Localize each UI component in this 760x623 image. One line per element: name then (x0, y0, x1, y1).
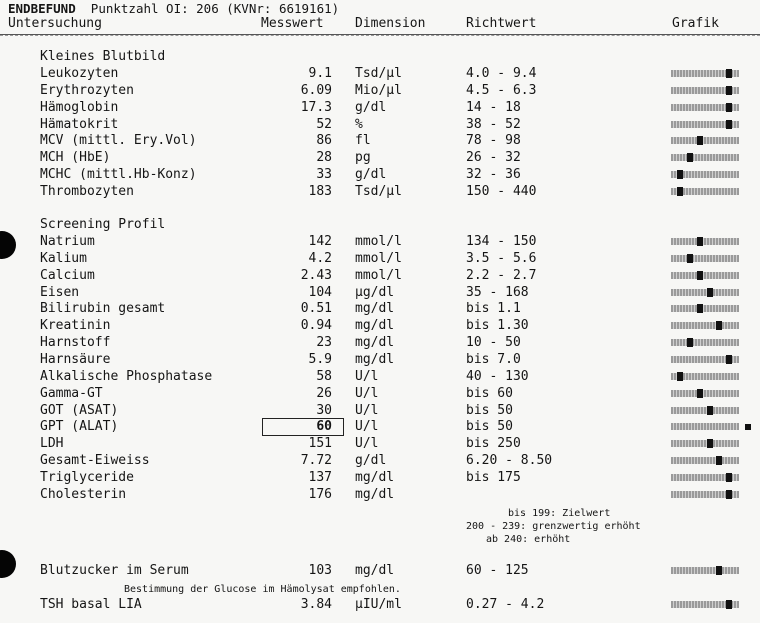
range-marker (697, 136, 703, 145)
test-reference: 6.20 - 8.50 (466, 453, 553, 468)
test-reference: 40 - 130 (466, 369, 529, 384)
test-reference: bis 50 (466, 419, 513, 434)
result-row (0, 470, 760, 486)
chol-note-borderline: 200 - 239: grenzwertig erhöht (466, 521, 641, 532)
test-name: Calcium (40, 268, 95, 283)
test-unit: mg/dl (355, 301, 395, 316)
test-reference: 10 - 50 (466, 335, 521, 350)
range-bar (671, 137, 739, 144)
result-row (0, 133, 760, 149)
chol-note-high: ab 240: erhöht (486, 534, 571, 545)
result-row (0, 369, 760, 385)
test-value: 104 (308, 285, 332, 300)
test-name: Kreatinin (40, 318, 111, 333)
test-value: 2.43 (300, 268, 332, 283)
test-value: 6.09 (300, 83, 332, 98)
test-name: Harnsäure (40, 352, 111, 367)
range-bar (671, 373, 739, 380)
col-header-graph: Grafik (672, 16, 719, 31)
result-row (0, 167, 760, 183)
range-marker (697, 304, 703, 313)
range-bar (671, 305, 739, 312)
range-bar (671, 87, 739, 94)
test-name: Gesamt-Eiweiss (40, 453, 150, 468)
result-row (0, 83, 760, 99)
report-header (8, 1, 339, 16)
glucose-note: Bestimmung der Glucose im Hämolysat empfohlen. (124, 584, 401, 595)
result-row (0, 150, 760, 166)
result-row (0, 335, 760, 351)
range-bar (671, 238, 739, 245)
test-reference: 4.5 - 6.3 (466, 83, 537, 98)
test-name: MCHC (mittl.Hb-Konz) (40, 167, 197, 182)
chol-note-target: bis 199: Zielwert (508, 508, 611, 519)
range-marker (707, 406, 713, 415)
range-bar (671, 104, 739, 111)
result-row (0, 251, 760, 267)
range-bar (671, 70, 739, 77)
out-of-range-marker (745, 424, 751, 430)
test-name: Cholesterin (40, 487, 127, 502)
range-marker (716, 321, 722, 330)
test-value: 58 (316, 369, 332, 384)
test-name: Gamma-GT (40, 386, 103, 401)
test-reference: 60 - 125 (466, 563, 529, 578)
test-unit: mg/dl (355, 487, 395, 502)
result-row (0, 563, 760, 579)
test-reference: 3.5 - 5.6 (466, 251, 537, 266)
range-bar (671, 457, 739, 464)
test-reference: bis 60 (466, 386, 513, 401)
test-unit: mmol/l (355, 268, 402, 283)
result-row (0, 487, 760, 503)
test-value: 183 (308, 184, 332, 199)
test-unit: mmol/l (355, 234, 402, 249)
range-bar (671, 440, 739, 447)
test-value: 60 (316, 419, 332, 434)
result-row (0, 66, 760, 82)
test-name: Alkalische Phosphatase (40, 369, 213, 384)
test-name: Leukozyten (40, 66, 119, 81)
test-unit: Tsd/µl (355, 66, 402, 81)
test-reference: bis 1.30 (466, 318, 529, 333)
test-reference: bis 250 (466, 436, 521, 451)
test-unit: mg/dl (355, 563, 395, 578)
header-rule (0, 34, 760, 36)
test-value: 103 (308, 563, 332, 578)
test-name: Hämoglobin (40, 100, 119, 115)
test-name: LDH (40, 436, 64, 451)
test-unit: mmol/l (355, 251, 402, 266)
range-bar (671, 154, 739, 161)
result-row (0, 352, 760, 368)
test-name: Hämatokrit (40, 117, 119, 132)
result-row (0, 285, 760, 301)
test-value: 137 (308, 470, 332, 485)
result-row (0, 453, 760, 469)
test-name: Triglyceride (40, 470, 134, 485)
range-marker (687, 153, 693, 162)
col-header-value: Messwert (261, 16, 324, 31)
test-value: 3.84 (300, 597, 332, 612)
range-bar (671, 121, 739, 128)
range-bar (671, 390, 739, 397)
range-bar (671, 423, 739, 430)
test-name: TSH basal LIA (40, 597, 142, 612)
test-unit: U/l (355, 403, 379, 418)
out-of-range-highlight (262, 418, 344, 436)
range-bar (671, 491, 739, 498)
test-value: 52 (316, 117, 332, 132)
range-bar (671, 567, 739, 574)
range-marker (687, 338, 693, 347)
test-unit: mg/dl (355, 318, 395, 333)
test-value: 9.1 (308, 66, 332, 81)
range-marker (687, 254, 693, 263)
test-value: 7.72 (300, 453, 332, 468)
result-row (0, 419, 760, 435)
test-unit: mg/dl (355, 470, 395, 485)
test-value: 33 (316, 167, 332, 182)
test-unit: µg/dl (355, 285, 395, 300)
test-reference: 35 - 168 (466, 285, 529, 300)
test-unit: mg/dl (355, 352, 395, 367)
range-marker (726, 103, 732, 112)
result-row (0, 403, 760, 419)
test-reference: 2.2 - 2.7 (466, 268, 537, 283)
result-row (0, 234, 760, 250)
test-value: 30 (316, 403, 332, 418)
test-unit: U/l (355, 436, 379, 451)
test-unit: Tsd/µl (355, 184, 402, 199)
test-reference: 32 - 36 (466, 167, 521, 182)
range-bar (671, 322, 739, 329)
range-marker (726, 490, 732, 499)
range-marker (726, 600, 732, 609)
test-unit: Mio/µl (355, 83, 402, 98)
test-unit: g/dl (355, 100, 387, 115)
range-bar (671, 171, 739, 178)
test-unit: U/l (355, 369, 379, 384)
test-reference: 150 - 440 (466, 184, 537, 199)
test-reference: 4.0 - 9.4 (466, 66, 537, 81)
range-bar (671, 339, 739, 346)
test-name: GPT (ALAT) (40, 419, 119, 434)
range-bar (671, 407, 739, 414)
range-bar (671, 255, 739, 262)
result-row (0, 318, 760, 334)
test-value: 4.2 (308, 251, 332, 266)
range-marker (677, 170, 683, 179)
test-value: 151 (308, 436, 332, 451)
result-row (0, 436, 760, 452)
range-marker (726, 355, 732, 364)
test-name: MCV (mittl. Ery.Vol) (40, 133, 197, 148)
section-title-blood-count: Kleines Blutbild (40, 49, 166, 64)
range-marker (716, 566, 722, 575)
test-unit: µIU/ml (355, 597, 402, 612)
result-row (0, 184, 760, 200)
test-reference: 78 - 98 (466, 133, 521, 148)
test-value: 176 (308, 487, 332, 502)
range-marker (697, 271, 703, 280)
test-reference: 38 - 52 (466, 117, 521, 132)
range-marker (677, 372, 683, 381)
range-marker (726, 86, 732, 95)
test-value: 0.51 (300, 301, 332, 316)
test-reference: bis 7.0 (466, 352, 521, 367)
test-reference: 0.27 - 4.2 (466, 597, 545, 612)
test-reference: 134 - 150 (466, 234, 537, 249)
range-bar (671, 474, 739, 481)
result-row (0, 386, 760, 402)
result-row (0, 301, 760, 317)
result-row (0, 117, 760, 133)
report-title: ENDBEFUND (8, 1, 76, 16)
result-row (0, 597, 760, 613)
col-header-test: Untersuchung (8, 16, 102, 31)
range-marker (697, 237, 703, 246)
range-marker (707, 288, 713, 297)
test-unit: pg (355, 150, 371, 165)
test-name: GOT (ASAT) (40, 403, 119, 418)
test-name: Eisen (40, 285, 80, 300)
section-title-screening: Screening Profil (40, 217, 166, 232)
test-value: 28 (316, 150, 332, 165)
test-name: Harnstoff (40, 335, 111, 350)
test-value: 142 (308, 234, 332, 249)
test-name: Bilirubin gesamt (40, 301, 166, 316)
test-reference: bis 175 (466, 470, 521, 485)
range-bar (671, 188, 739, 195)
test-unit: g/dl (355, 453, 387, 468)
test-unit: U/l (355, 386, 379, 401)
col-header-unit: Dimension (355, 16, 426, 31)
test-value: 23 (316, 335, 332, 350)
test-value: 5.9 (308, 352, 332, 367)
result-row (0, 268, 760, 284)
result-row (0, 100, 760, 116)
test-unit: U/l (355, 419, 379, 434)
range-bar (671, 289, 739, 296)
range-marker (677, 187, 683, 196)
range-bar (671, 272, 739, 279)
range-marker (716, 456, 722, 465)
report-info: Punktzahl OI: 206 (KVNr: 6619161) (90, 1, 340, 16)
test-reference: 26 - 32 (466, 150, 521, 165)
test-value: 0.94 (300, 318, 332, 333)
range-marker (726, 69, 732, 78)
test-unit: fl (355, 133, 371, 148)
test-unit: mg/dl (355, 335, 395, 350)
test-reference: bis 50 (466, 403, 513, 418)
range-marker (726, 120, 732, 129)
test-value: 86 (316, 133, 332, 148)
test-value: 17.3 (300, 100, 332, 115)
test-value: 26 (316, 386, 332, 401)
test-name: Thrombozyten (40, 184, 134, 199)
test-name: MCH (HbE) (40, 150, 111, 165)
col-header-reference: Richtwert (466, 16, 537, 31)
range-bar (671, 601, 739, 608)
test-unit: % (355, 117, 363, 132)
range-bar (671, 356, 739, 363)
test-reference: bis 1.1 (466, 301, 521, 316)
test-name: Blutzucker im Serum (40, 563, 189, 578)
range-marker (726, 473, 732, 482)
test-reference: 14 - 18 (466, 100, 521, 115)
test-name: Natrium (40, 234, 95, 249)
test-unit: g/dl (355, 167, 387, 182)
range-marker (707, 439, 713, 448)
range-marker (697, 389, 703, 398)
test-name: Erythrozyten (40, 83, 134, 98)
test-name: Kalium (40, 251, 87, 266)
